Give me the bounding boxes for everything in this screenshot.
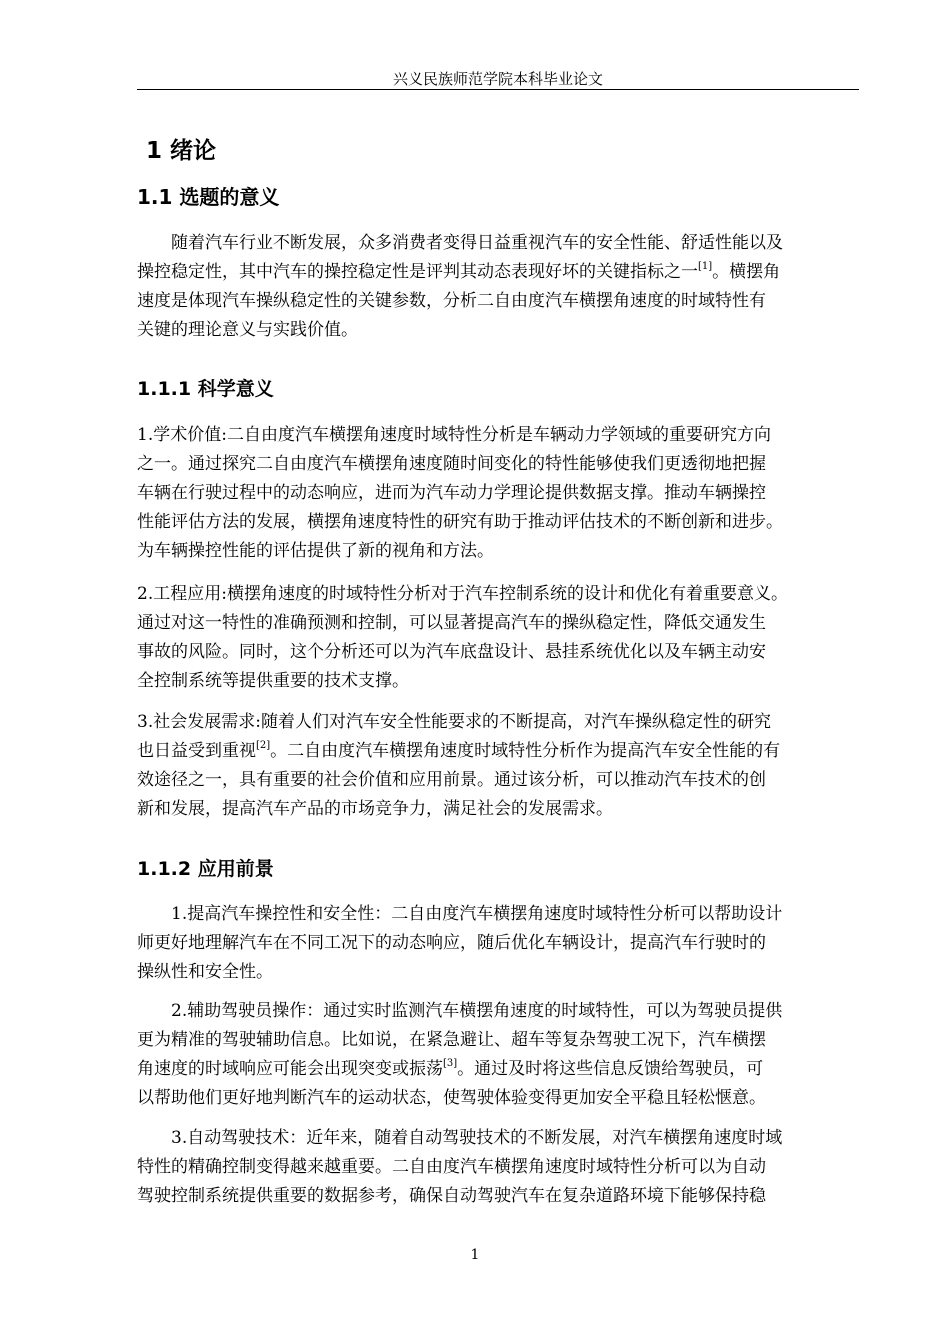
citation-ref: [3] <box>443 1058 458 1069</box>
text-line: 事故的风险。同时，这个分析还可以为汽车底盘设计、悬挂系统优化以及车辆主动安 <box>137 642 766 662</box>
paragraph-academic-value <box>137 421 861 566</box>
running-header: 兴义民族师范学院本科毕业论文 <box>392 70 603 88</box>
section-title-1-1: 1.1 选题的意义 <box>137 185 280 209</box>
text-line: 也日益受到重视[2]。二自由度汽车横摆角速度时域特性分析作为提高汽车安全性能的有 <box>137 740 781 761</box>
text-line: 特性的精确控制变得越来越重要。二自由度汽车横摆角速度时域特性分析可以为自动 <box>137 1157 766 1177</box>
text-line: 新和发展，提高汽车产品的市场竞争力，满足社会的发展需求。 <box>137 799 613 819</box>
text-line: 之一。通过探究二自由度汽车横摆角速度随时间变化的特性能够使我们更透彻地把握 <box>137 454 766 474</box>
paragraph-engineering <box>137 580 861 696</box>
text-line: 操控稳定性，其中汽车的操控稳定性是评判其动态表现好坏的关键指标之一[1]。横摆角 <box>137 261 781 282</box>
section-title-1-1-1: 1.1.1 科学意义 <box>137 378 274 400</box>
text-line: 速度是体现汽车操纵稳定性的关键参数，分析二自由度汽车横摆角速度的时域特性有 <box>137 291 766 311</box>
text-line: 1.学术价值:二自由度汽车横摆角速度时域特性分析是车辆动力学领域的重要研究方向 <box>137 425 771 445</box>
text-line: 性能评估方法的发展，横摆角速度特性的研究有助于推动评估技术的不断创新和进步。 <box>137 512 783 532</box>
header-rule <box>137 89 859 90</box>
chapter-title: 1 绪论 <box>146 138 217 164</box>
paragraph-intro <box>137 229 861 345</box>
page-number: 1 <box>470 1247 480 1263</box>
paragraph-autonomous-driving <box>137 1124 861 1211</box>
text-line: 师更好地理解汽车在不同工况下的动态响应，随后优化车辆设计，提高汽车行驶时的 <box>137 933 766 953</box>
citation-ref: [1] <box>698 261 713 272</box>
text-line: 以帮助他们更好地判断汽车的运动状态，使驾驶体验变得更加安全平稳且轻松惬意。 <box>137 1088 766 1108</box>
paragraph-handling-safety <box>137 900 861 987</box>
text-line: 关键的理论意义与实践价值。 <box>137 320 358 340</box>
text-line: 2.辅助驾驶员操作：通过实时监测汽车横摆角速度的时域特性，可以为驾驶员提供 <box>171 1001 783 1021</box>
text-line: 效途径之一，具有重要的社会价值和应用前景。通过该分析，可以推动汽车技术的创 <box>137 770 766 790</box>
text-line: 为车辆操控性能的评估提供了新的视角和方法。 <box>137 541 494 561</box>
text-line: 通过对这一特性的准确预测和控制，可以显著提高汽车的操纵稳定性，降低交通发生 <box>137 613 766 633</box>
text-line: 全控制系统等提供重要的技术支撑。 <box>137 671 409 691</box>
text-line: 随着汽车行业不断发展，众多消费者变得日益重视汽车的安全性能、舒适性能以及 <box>171 233 783 253</box>
text-line: 2.工程应用:横摆角速度的时域特性分析对于汽车控制系统的设计和优化有着重要意义。 <box>137 584 788 604</box>
text-line: 驾驶控制系统提供重要的数据参考，确保自动驾驶汽车在复杂道路环境下能够保持稳 <box>137 1186 766 1206</box>
text-line: 更为精准的驾驶辅助信息。比如说，在紧急避让、超车等复杂驾驶工况下，汽车横摆 <box>137 1030 766 1050</box>
text-line: 3.自动驾驶技术：近年来，随着自动驾驶技术的不断发展，对汽车横摆角速度时域 <box>171 1128 783 1148</box>
text-line: 3.社会发展需求:随着人们对汽车安全性能要求的不断提高，对汽车操纵稳定性的研究 <box>137 712 771 732</box>
paragraph-driver-assist <box>137 997 861 1113</box>
text-line: 1.提高汽车操控性和安全性：二自由度汽车横摆角速度时域特性分析可以帮助设计 <box>171 904 783 924</box>
paragraph-social-needs <box>137 708 861 824</box>
text-line: 角速度的时域响应可能会出现突变或振荡[3]。通过及时将这些信息反馈给驾驶员，可 <box>137 1058 764 1079</box>
section-title-1-1-2: 1.1.2 应用前景 <box>137 858 274 880</box>
text-line: 操纵性和安全性。 <box>137 962 273 982</box>
text-line: 车辆在行驶过程中的动态响应，进而为汽车动力学理论提供数据支撑。推动车辆操控 <box>137 483 766 503</box>
citation-ref: [2] <box>256 740 271 751</box>
